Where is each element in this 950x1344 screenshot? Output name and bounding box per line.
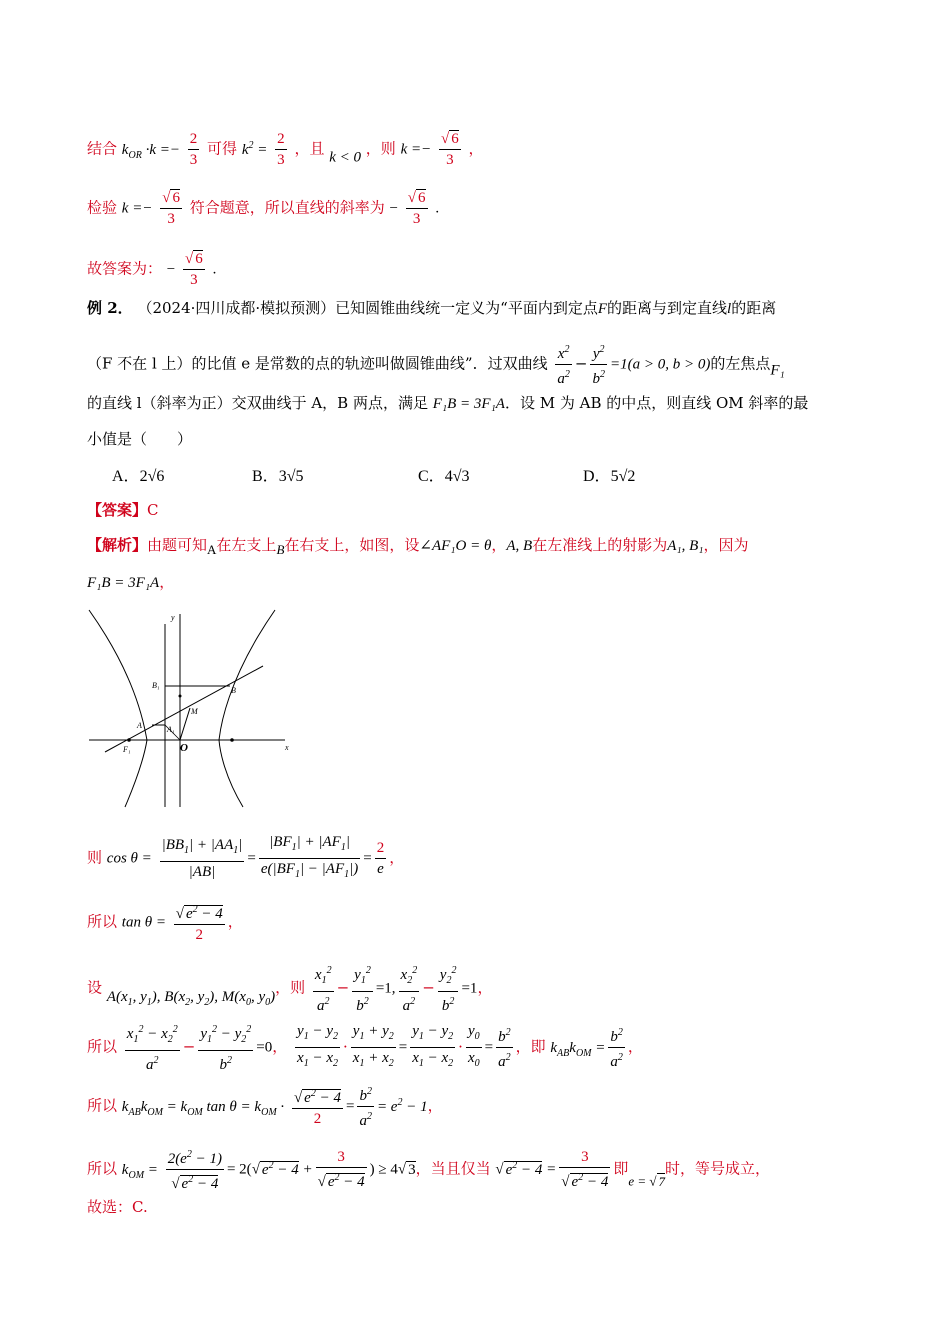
text: 所以 [87,1037,118,1056]
text: ， [427,1096,443,1115]
math-frac: $\frac{b^2}{a^2}$ [357,1082,374,1131]
label-x: x [285,743,289,752]
math-kom: $k_{OM}$ = [121,1161,158,1181]
label-O: O [180,742,188,754]
hyperbola-left-branch [89,610,147,807]
text: 的距离与到定直线 [607,299,728,317]
text: ， [468,139,484,158]
choice-value: 2√6 [139,468,165,485]
math-frac: $\frac{x_2^2}{a^2}$ [399,961,420,1016]
math-k2: $k^2$ = [241,139,268,158]
hyperbola-figure [85,602,305,812]
text: 的直线 l（斜率为正）交双曲线于 A，B 两点，满足 [87,394,428,412]
analysis-line-1 [87,534,748,561]
math-kor: $k_{OR} \cdot k$ =− [121,141,180,161]
math-condition: F₁B = 3F₁A [87,575,160,591]
text: 时，等号成立， [665,1159,771,1178]
math-B: B [276,542,285,557]
math-eq: = [363,850,372,867]
label-B1: B₁ [152,681,160,690]
math-frac: $\frac{y_2^2}{b^2}$ [438,961,459,1016]
label-M: M [191,707,198,716]
text: （F 不在 l 上）的比值 e 是常数的点的轨迹叫做圆锥曲线”．过双曲线 [87,354,548,373]
text: 检验 [87,198,118,217]
math-frac: $\frac{y^2}{b^2}$ [590,340,607,389]
example-line-3 [87,392,808,415]
math-eq: = [247,850,256,867]
example-line-2: （F 不在 l 上）的比值 e 是常数的点的轨迹叫做圆锥曲线”．过双曲线 $\frac{x^2}{a^2}$ − $\frac{y^2}{b^2}$ =1(a > 0, b > 0)的左焦点F₁ [87,340,785,389]
choice-label: B． [252,468,279,485]
math-angle: ∠AF₁O = θ [419,538,492,554]
math-frac: $\frac{2}{3}$ [189,131,198,168]
step-tan [87,900,243,945]
math-k: k =− [121,200,153,217]
choice-value: 5√2 [610,468,636,485]
math-klt0: k < 0 [329,149,362,166]
step-conclusion [87,1196,148,1218]
math-eq: =1 [461,980,478,997]
text: ， [627,1037,643,1056]
answer-line [87,499,159,521]
segment-OM [180,708,190,740]
step-subtract: 所以 $\frac{x_1^2 - x_2^2}{a^2}$ − $\frac{y_1^2 - y_2^2}{b^2}$ =0， $\frac{y_1 - y_2}{x_1 - x_2}$ · $\frac{y_1 + y_2}{x_1 + x_2}$ = $\frac{y_1 - y_2}{x_1 - x_2}$ · $\frac{y_0}{x_0}$ = $\frac{b^2}{a^2}$ ，即 $k_{AB}k_{OM}$ = $\frac{b^2}{a^2}$ ， [87,1020,643,1075]
math-frac: $\frac{|BF_1| + |AF_1|}{e(|BF_1| - |AF_1|)}$ [260,834,359,880]
text: 所以 [87,1096,118,1115]
text: 的左焦点 [710,354,771,373]
example-line-4 [87,428,192,450]
point-F1 [127,738,131,742]
choice-label: A． [112,468,140,485]
text: 小值是（ ） [87,430,193,448]
math-eq: = [345,1098,355,1115]
text: ， [159,573,175,591]
text: 故答案为： [87,259,163,278]
step-kom [87,1145,770,1194]
math-frac: $\frac{y_1^2 - y_2^2}{b^2}$ [198,1020,253,1075]
math-frac: $\frac{2}{e}$ [376,840,385,877]
label-A1: A₁ [167,725,175,734]
text: 故选：C. [87,1198,148,1216]
analysis-tag: 【解析】 [87,536,148,554]
math-frac: $\frac{x_1^2}{a^2}$ [313,961,334,1016]
text: ， [272,1037,288,1056]
example-line-1 [87,297,776,320]
para-answer-prev [87,249,216,290]
text: ， [389,848,405,867]
answer-value: C [147,501,159,519]
math-F1: F₁ [770,362,785,379]
label-A: A [137,721,142,730]
math-frac: $\frac{y_0}{x_0}$ [467,1023,480,1069]
math-frac: $\frac{√ e^2 - 4}{2}$ [292,1084,343,1129]
math-condition: F₁B = 3F₁A [432,396,505,412]
text: ，且 [294,139,325,158]
text: ，即 [515,1037,546,1056]
math-frac: $\frac{x_1^2 - x_2^2}{a^2}$ [125,1020,180,1075]
math-k: k =− [400,141,432,158]
example-label: 例 2． [87,299,133,317]
para-combine [87,129,484,170]
step-kab-kom [87,1082,443,1131]
choice-label: D． [583,468,611,485]
step-set-points: 设 $A(x_1$, $y_1$), $B(x_2$, $y_2$), $M(x_0$, $y_0$)，则 $\frac{x_1^2}{a^2}$ − $\frac{y_1^2}{b^2}$ =1, $\frac{x_2^2}{a^2}$ − $\frac{y_2^2}{b^2}$ =1， [87,961,492,1016]
choice-a [112,463,164,486]
math-sqrt: √ $e^2 - 4$ + [251,1159,313,1178]
hyperbola-right-branch [219,610,275,807]
text: ，因为 [703,536,749,554]
para-check [87,188,439,229]
text: ， [477,978,493,997]
text: ， [491,536,507,554]
math-frac: $\frac{y_1^2}{b^2}$ [352,961,373,1016]
math-frac: $\frac{√ 6}{3}$ [162,190,180,227]
label-y: y [171,613,175,622]
text: ， [227,912,243,931]
point-on-y [179,695,182,698]
text: 即 [613,1159,629,1178]
text: . [435,200,440,217]
text: 在左支上 [216,536,277,554]
math-minus: − [166,261,176,278]
math-e-value: e = √ 7 [628,1173,666,1189]
text: 则 [87,848,103,867]
text: 所以 [87,912,118,931]
text: 由题可知 [147,536,208,554]
math-hyp-cond: =1(a > 0, b > 0) [609,356,711,373]
math-proj: A₁, B₁ [667,538,704,554]
text: 在右支上，如图，设 [284,536,420,554]
text: ．设 M 为 AB 的中点，则直线 OM 斜率的最 [504,394,809,412]
math-minus: − [389,200,399,217]
text: . [212,261,217,278]
math-frac: $\frac{√ 6}{3}$ [407,190,426,227]
math-cos: cos θ = [106,850,152,867]
math-l: l [727,301,732,317]
math-frac: $\frac{b^2}{a^2}$ [608,1023,625,1072]
math-frac: $\frac{√ 6}{3}$ [441,131,459,168]
text: 结合 [87,139,118,158]
choice-value: 3√5 [278,468,304,485]
math-eq: = [484,1039,494,1056]
math-frac: $\frac{y_1 - y_2}{x_1 - x_2}$ [297,1023,338,1069]
math-points: $A(x_1$, $y_1$), $B(x_2$, $y_2$), $M(x_0$, $y_0$) [106,988,276,1008]
math-frac: $\frac{x^2}{a^2}$ [555,340,572,389]
math-kab-kom: $k_{AB}k_{OM} = k_{OM}$ $\tan \theta = k_{OM}$ · [121,1098,285,1118]
text: 设 [87,978,103,997]
math-sqrt: √ $e^2 - 4$ = [495,1159,557,1178]
text: 符合题意，所以直线的斜率为 [189,198,385,217]
label-F1: F₁ [123,745,131,754]
math-frac: $\frac{√ e^2 - 4}{2}$ [174,900,225,945]
math-AB: A, B [506,538,533,554]
math-kab-kom: $k_{AB}k_{OM}$ = [550,1039,606,1059]
text: 所以 [87,1159,118,1178]
math-frac: $\frac{y_1 - y_2}{x_1 - x_2}$ [412,1023,454,1069]
label-B: B [231,686,236,695]
math-frac: $\frac{b^2}{a^2}$ [496,1023,513,1072]
choice-c [418,463,469,486]
math-F: F [597,301,608,317]
math-frac: $\frac{3}{√ e^2 - 4}$ [561,1149,609,1190]
text: 的距离 [731,299,777,317]
answer-tag: 【答案】 [87,501,148,519]
math-frac: $\frac{|BB_1| + |AA_1|}{|AB|}$ [161,837,243,880]
point-F2 [230,738,234,742]
math-eq: = 2( [226,1161,252,1178]
text: ，当且仅当 [415,1159,491,1178]
math-ineq: ) ≥ 4√ 3 [369,1161,416,1178]
math-frac: $\frac{3}{√ e^2 - 4}$ [317,1149,365,1190]
math-frac: $\frac{y_1 + y_2}{x_1 + x_2}$ [352,1023,394,1069]
math-frac: $\frac{2(e^2 - 1)}{√ e^2 - 4}$ [166,1145,224,1194]
step-cos [87,832,404,885]
math-frac: $\frac{√ 6}{3}$ [185,251,203,288]
choice-value: 4√3 [444,468,470,485]
math-result: = $e^2 - 1$ [376,1096,428,1115]
text: 可得 [207,139,238,158]
math-eq: = [398,1039,408,1056]
choice-d [583,463,635,486]
text: （2024·四川成都·模拟预测）已知圆锥曲线统一定义为“平面内到定点 [137,299,598,317]
math-eq: =1, [375,980,396,997]
choice-b [252,463,303,486]
math-frac: $\frac{2}{3}$ [277,131,285,168]
math-tan: tan θ = [121,914,166,931]
text: 在左准线上的射影为 [532,536,668,554]
text: ，则 [275,978,306,997]
choice-label: C． [418,468,445,485]
analysis-line-2 [87,571,174,594]
text: ，则 [365,139,396,158]
math-eq: =0 [256,1039,273,1056]
math-A: A [207,542,217,557]
